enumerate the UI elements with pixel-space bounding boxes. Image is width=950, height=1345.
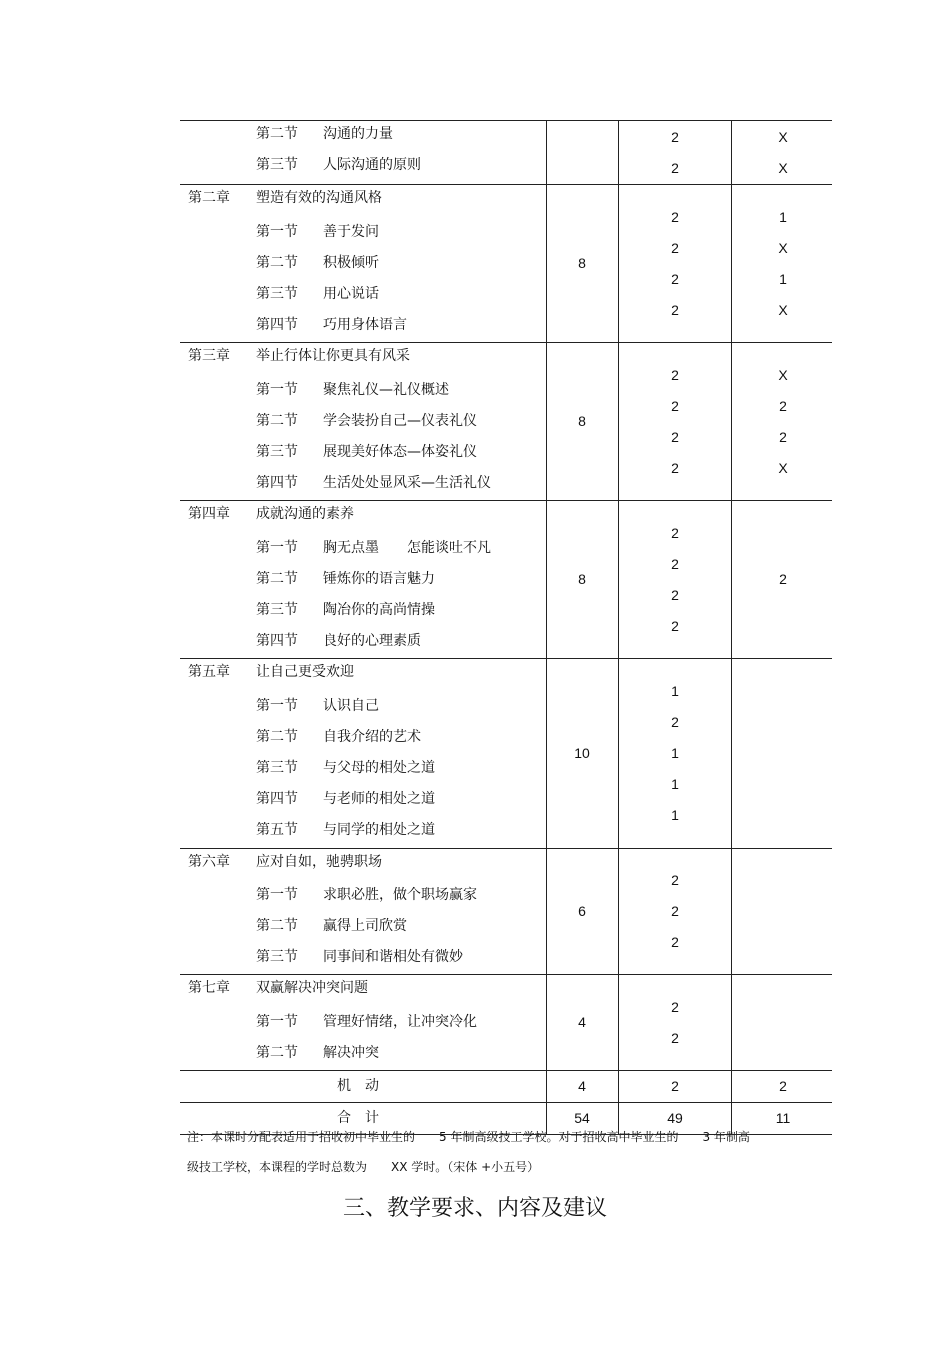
theory-hours-cell: 1 — [671, 776, 679, 793]
chapter-title: 塑造有效的沟通风格 — [256, 190, 382, 207]
theory-hours-cell: 2 — [671, 429, 679, 445]
section-label: 第四节 — [256, 633, 298, 650]
practice-hours-cell: 2 — [779, 571, 787, 588]
column-divider — [731, 500, 732, 658]
theory-hours-cell: 2 — [671, 302, 679, 319]
chapter-title: 让自己更受欢迎 — [256, 664, 354, 681]
practice-hours-cell: 2 — [779, 429, 787, 445]
theory-hours-cell: 2 — [671, 366, 679, 383]
column-divider — [618, 184, 619, 342]
column-divider — [731, 1070, 732, 1102]
section-title: 展现美好体态—体姿礼仪 — [323, 444, 477, 460]
column-divider — [618, 342, 619, 500]
theory-hours-cell: 2 — [671, 713, 679, 730]
theory-hours-cell: 2 — [671, 159, 679, 176]
section-label: 第一节 — [256, 381, 298, 398]
column-divider — [546, 658, 547, 847]
practice-hours-cell: 1 — [779, 271, 787, 287]
column-divider — [731, 658, 732, 847]
section-title: 胸无点墨 怎能谈吐不凡 — [323, 539, 491, 556]
table-note-line-1: 注：本课时分配表适用于招收初中毕业生的 5 年制高级技工学校。对于招收高中毕业生的 3 年制高 — [187, 1130, 750, 1144]
practice-hours-cell: X — [778, 159, 788, 176]
section-label: 第三节 — [256, 949, 298, 966]
column-divider — [546, 184, 547, 342]
flex-row-border — [180, 1102, 832, 1103]
column-divider — [618, 500, 619, 658]
theory-hours-cell: 1 — [671, 745, 679, 761]
practice-hours-cell: 1 — [779, 208, 787, 225]
row-divider — [180, 658, 832, 659]
section-label: 第三节 — [256, 444, 298, 460]
section-title: 良好的心理素质 — [323, 633, 421, 650]
section-title: 同事间和谐相处有微妙 — [323, 949, 463, 966]
section-title: 管理好情绪，让冲突冷化 — [323, 1013, 477, 1030]
column-divider — [731, 848, 732, 975]
column-divider — [618, 848, 619, 975]
section-title: 人际沟通的原则 — [323, 157, 421, 174]
column-divider — [546, 848, 547, 975]
total-hours-cell: 4 — [578, 1014, 586, 1031]
section-label: 第五节 — [256, 822, 298, 839]
section-label: 第一节 — [256, 886, 298, 903]
section-label: 第三节 — [256, 602, 298, 618]
column-divider — [546, 1070, 547, 1102]
theory-hours-cell: 2 — [671, 903, 679, 919]
column-divider — [618, 1070, 619, 1102]
section-title: 陶冶你的高尚情操 — [323, 602, 435, 618]
section-title: 生活处处显风采—生活礼仪 — [323, 475, 491, 492]
section-title: 求职必胜，做个职场赢家 — [323, 886, 477, 903]
total-row-label: 合 计 — [337, 1110, 379, 1126]
section-title: 与同学的相处之道 — [323, 822, 435, 839]
section-label: 第四节 — [256, 317, 298, 334]
theory-hours-cell: 1 — [671, 682, 679, 699]
column-divider — [546, 974, 547, 1070]
practice-hours-cell: X — [778, 460, 788, 477]
section-title: 锤炼你的语言魅力 — [323, 570, 435, 587]
column-divider — [546, 120, 547, 184]
theory-hours-cell: 2 — [671, 128, 679, 145]
row-divider — [180, 500, 832, 501]
theory-hours-cell: 2 — [671, 555, 679, 572]
column-divider — [546, 342, 547, 500]
theory-hours-cell: 1 — [671, 807, 679, 824]
section-title: 积极倾听 — [323, 254, 379, 271]
total-hours-cell: 6 — [578, 903, 586, 919]
section-title: 与父母的相处之道 — [323, 760, 435, 776]
total-hours-cell: 8 — [578, 255, 586, 272]
section-title: 用心说话 — [323, 286, 379, 302]
section-label: 第三节 — [256, 286, 298, 302]
flex-row-theory: 2 — [671, 1078, 679, 1094]
section-title: 沟通的力量 — [323, 126, 393, 142]
theory-hours-cell: 2 — [671, 934, 679, 951]
table-note-line-2: 级技工学校，本课程的学时总数为 XX 学时。（宋体 +小五号） — [187, 1160, 540, 1174]
theory-hours-cell: 2 — [671, 1029, 679, 1046]
theory-hours-cell: 2 — [671, 871, 679, 888]
section-label: 第二节 — [256, 254, 298, 271]
section-label: 第三节 — [256, 760, 298, 776]
section-title: 认识自己 — [323, 697, 379, 714]
practice-hours-cell: X — [778, 239, 788, 256]
section-heading: 三、教学要求、内容及建议 — [342, 1196, 607, 1221]
chapter-title: 应对自如，驰骋职场 — [256, 853, 382, 870]
theory-hours-cell: 2 — [671, 618, 679, 635]
chapter-label: 第四章 — [188, 506, 230, 523]
section-title: 巧用身体语言 — [323, 317, 407, 334]
section-label: 第四节 — [256, 791, 298, 808]
row-divider — [180, 184, 832, 185]
theory-hours-cell: 2 — [671, 239, 679, 256]
row-divider — [180, 974, 832, 975]
column-divider — [618, 120, 619, 184]
chapter-label: 第七章 — [188, 980, 230, 997]
column-divider — [546, 500, 547, 658]
section-label: 第四节 — [256, 475, 298, 492]
theory-hours-cell: 2 — [671, 524, 679, 541]
column-divider — [618, 1102, 619, 1134]
column-divider — [546, 1102, 547, 1134]
column-divider — [731, 120, 732, 184]
table-top-border — [180, 120, 832, 121]
section-label: 第三节 — [256, 157, 298, 174]
section-label: 第二节 — [256, 918, 298, 934]
chapter-title: 举止行体让你更具有风采 — [256, 348, 410, 365]
section-label: 第一节 — [256, 539, 298, 556]
section-label: 第二节 — [256, 570, 298, 587]
section-label: 第一节 — [256, 697, 298, 714]
section-label: 第一节 — [256, 1013, 298, 1030]
section-title: 学会装扮自己—仪表礼仪 — [323, 412, 477, 429]
theory-hours-cell: 2 — [671, 208, 679, 225]
theory-hours-cell: 2 — [671, 397, 679, 414]
chapter-label: 第六章 — [188, 853, 230, 870]
chapter-label: 第三章 — [188, 348, 230, 365]
column-divider — [618, 974, 619, 1070]
column-divider — [731, 184, 732, 342]
section-title: 与老师的相处之道 — [323, 791, 435, 808]
practice-hours-cell: 2 — [779, 397, 787, 414]
total-row-practice: 11 — [775, 1110, 791, 1126]
chapter-label: 第二章 — [188, 190, 230, 207]
practice-hours-cell: X — [778, 302, 788, 319]
flex-row-label: 机 动 — [337, 1078, 379, 1094]
row-divider — [180, 848, 832, 849]
section-label: 第二节 — [256, 1044, 298, 1061]
column-divider — [731, 342, 732, 500]
section-label: 第二节 — [256, 728, 298, 745]
total-hours-cell: 10 — [574, 745, 590, 761]
section-title: 赢得上司欣赏 — [323, 918, 407, 934]
total-row-theory: 49 — [667, 1110, 683, 1126]
section-title: 善于发问 — [323, 223, 379, 240]
column-divider — [618, 658, 619, 847]
chapter-title: 成就沟通的素养 — [256, 506, 354, 523]
total-row-border — [180, 1134, 832, 1135]
theory-hours-cell: 2 — [671, 587, 679, 603]
practice-hours-cell: X — [778, 366, 788, 383]
practice-hours-cell: X — [778, 128, 788, 145]
chapter-label: 第五章 — [188, 664, 230, 681]
section-label: 第一节 — [256, 223, 298, 240]
section-title: 解决冲突 — [323, 1044, 379, 1061]
total-hours-cell: 8 — [578, 413, 586, 430]
section-label: 第二节 — [256, 412, 298, 429]
row-divider — [180, 342, 832, 343]
theory-hours-cell: 2 — [671, 271, 679, 287]
column-divider — [731, 974, 732, 1070]
flex-row-hours: 4 — [578, 1078, 586, 1094]
section-label: 第二节 — [256, 126, 298, 142]
section-title: 聚焦礼仪—礼仪概述 — [323, 381, 449, 398]
flex-row-practice: 2 — [779, 1078, 787, 1094]
row-divider — [180, 1070, 832, 1071]
theory-hours-cell: 2 — [671, 460, 679, 477]
column-divider — [731, 1102, 732, 1134]
total-hours-cell: 8 — [578, 571, 586, 588]
total-row-hours: 54 — [574, 1110, 590, 1126]
theory-hours-cell: 2 — [671, 998, 679, 1015]
chapter-title: 双赢解决冲突问题 — [256, 980, 368, 997]
section-title: 自我介绍的艺术 — [323, 728, 421, 745]
